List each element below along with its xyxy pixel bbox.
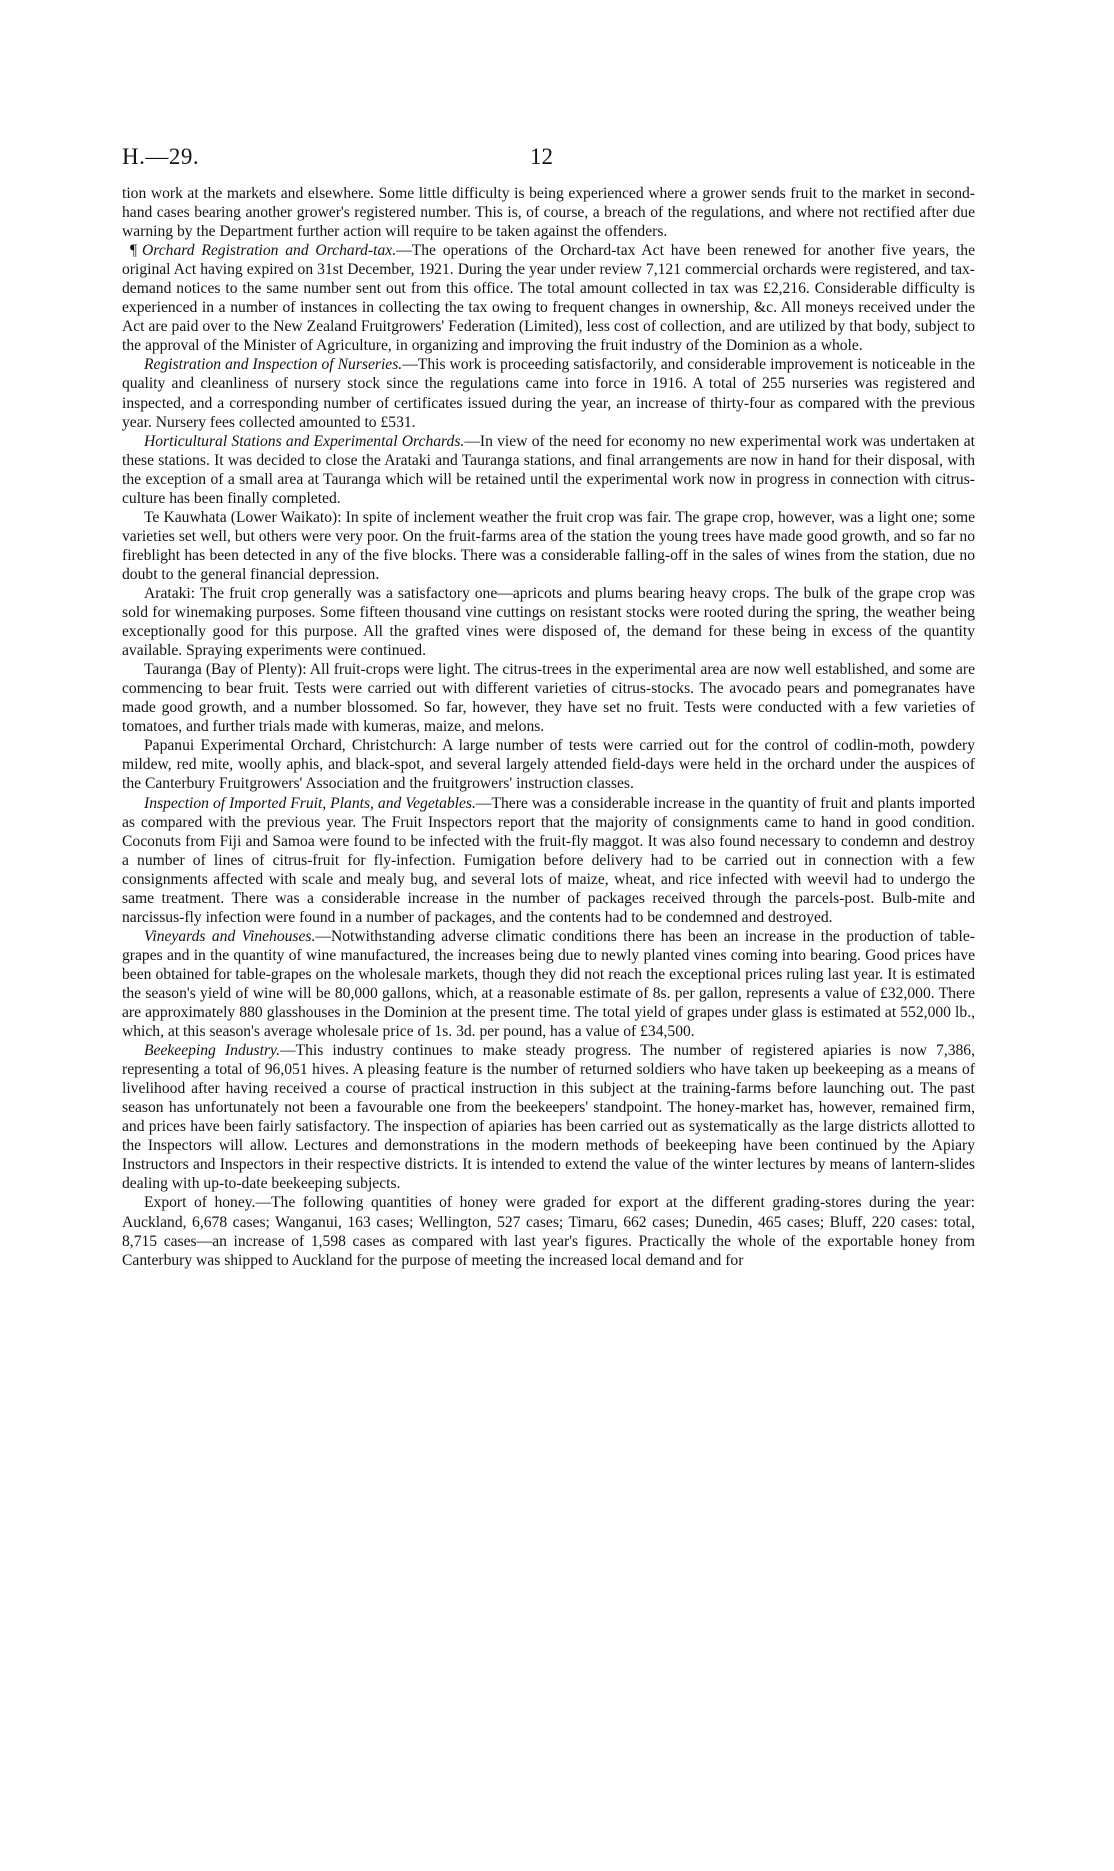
paragraph-horticultural-stations (122, 432, 975, 508)
paragraph-te-kauwhata (122, 508, 975, 584)
paragraph-export-of-honey (122, 1193, 975, 1269)
pilcrow-mark: ¶ (130, 242, 138, 260)
paragraph-text: Arataki: The fruit crop generally was a satisfactory one—apricots and plums bearing heavy crops. The bulk of the grape crop was sold for winemaking purposes. Some fifteen thousand vine cuttings on resistant stocks were rooted during the spring, the weather being exceptionally good for this purpose. All the grafted vines were disposed of, the demand for these being in excess of the quantity available. Spraying experiments were continued. (122, 584, 975, 660)
paragraph-arataki (122, 584, 975, 660)
page-reference: H.—29. (122, 144, 200, 169)
paragraph-orchard-registration (122, 241, 975, 355)
paragraph-heading: Registration and Inspection of Nurseries. (144, 356, 403, 374)
paragraph-heading: Vineyards and Vinehouses. (144, 927, 316, 945)
paragraph-heading: Horticultural Stations and Experimental Orchards. (144, 432, 465, 450)
paragraph-beekeeping (122, 1041, 975, 1193)
paragraph-heading: Beekeeping Industry. (144, 1042, 280, 1060)
paragraph-text: —The operations of the Orchard-tax Act have been renewed for another five years, the original Act having expired on 31st December, 1921. During the year under review 7,121 commercial orchards were registered, and tax-demand notices to the same number sent out from this office. The total amount collected in tax was £2,216. Considerable difficulty is experienced in a number of instances in collecting the tax owing to frequent changes in ownership, &c. All moneys received under the Act are paid over to the New Zealand Fruitgrowers' Federation (Limited), less cost of collection, and are utilized by that body, subject to the approval of the Minister of Agriculture, in organizing and improving the fruit industry of the Dominion as a whole. (122, 242, 975, 355)
paragraph-text: tion work at the markets and elsewhere. Some little difficulty is being experienced where a grower sends fruit to the market in second-hand cases bearing another grower's registered number. This is, of course, a breach of the regulations, and where not rectified after due warning by the Department further action will require to be taken against the offenders. (122, 185, 975, 241)
paragraph-vineyards (122, 927, 975, 1041)
paragraph-nurseries (122, 355, 975, 431)
paragraph-text: —This work is proceeding satisfactorily, and considerable improvement is noticeable in the quality and cleanliness of nursery stock since the regulations came into force in 1916. A total of 255 nurseries was registered and inspected, and a corresponding number of certificates issued during the year, an increase of thirty-four as compared with the previous year. Nursery fees collected amounted to £531. (122, 356, 975, 431)
paragraph-papanui (122, 736, 975, 793)
paragraph-text: —There was a considerable increase in the quantity of fruit and plants imported as compared with the previous year. The Fruit Inspectors report that the majority of consignments came to hand in good condition. Coconuts from Fiji and Samoa were found to be infected with the fruit-fly maggot. It was also found necessary to condemn and destroy a number of lines of citrus-fruit for fly-infection. Fumigation before delivery had to be carried out in connection with a few consignments affected with scale and mealy bug, and several lots of maize, wheat, and rice infected with weevil had to undergo the same treatment. There was a considerable increase in the number of packages received through the parcels-post. Bulb-mite and narcissus-fly infection were found in a number of packages, and the contents had to be condemned and destroyed. (122, 794, 975, 926)
paragraph-continuation (122, 184, 975, 241)
page-header (122, 144, 975, 184)
document-page (122, 144, 975, 1270)
paragraph-imported-fruit (122, 794, 975, 927)
body-text (122, 184, 975, 1270)
paragraph-heading: Orchard Registration and Orchard-tax. (142, 242, 397, 260)
paragraph-tauranga (122, 660, 975, 736)
paragraph-text: —Notwithstanding adverse climatic conditions there has been an increase in the production of table-grapes and in the quantity of wine manufactured, the increases being due to newly planted vines coming into bearing. Good prices have been obtained for table-grapes on the wholesale markets, though they did not reach the exceptional prices ruling last year. It is estimated the season's yield of wine will be 80,000 gallons, which, at a reasonable estimate of 8s. per gallon, represents a value of £32,000. There are approximately 880 glasshouses in the Dominion at the present time. The total yield of grapes under glass is estimated at 552,000 lb., which, at this season's average wholesale price of 1s. 3d. per pound, has a value of £34,500. (122, 927, 975, 1041)
paragraph-heading: Inspection of Imported Fruit, Plants, and Vegetables. (144, 794, 476, 812)
paragraph-text: Export of honey.—The following quantities of honey were graded for export at the different grading-stores during the year: Auckland, 6,678 cases; Wanganui, 163 cases; Wellington, 527 cases; Timaru, 662 cases; Dunedin, 465 cases; Bluff, 220 cases: total, 8,715 cases—an increase of 1,598 cases as compared with last year's figures. Practically the whole of the exportable honey from Canterbury was shipped to Auckland for the purpose of meeting the increased local demand and for (122, 1194, 975, 1269)
paragraph-text: —In view of the need for economy no new experimental work was undertaken at these stations. It was decided to close the Arataki and Tauranga stations, and final arrangements are now in hand for their disposal, with the exception of a small area at Tauranga which will be retained until the experimental work now in progress in connection with citrus-culture has been finally completed. (122, 432, 975, 507)
paragraph-text: Papanui Experimental Orchard, Christchurch: A large number of tests were carried out for the control of codlin-moth, powdery mildew, red mite, woolly aphis, and black-spot, and several largely attended field-days were held in the orchard under the auspices of the Canterbury Fruitgrowers' Association and the fruitgrowers' instruction classes. (122, 737, 975, 793)
paragraph-text: Te Kauwhata (Lower Waikato): In spite of inclement weather the fruit crop was fair. The grape crop, however, was a light one; some varieties set well, but others were very poor. On the fruit-farms area of the station the young trees have made good growth, and so far no fireblight has been detected in any of the five blocks. There was a considerable falling-off in the sales of wines from the station, due no doubt to the general financial depression. (122, 508, 975, 583)
paragraph-text: Tauranga (Bay of Plenty): All fruit-crops were light. The citrus-trees in the experimental area are now well established, and some are commencing to bear fruit. Tests were carried out with different varieties of citrus-stocks. The avocado pears and pomegranates have made good growth, and a number blossomed. So far, however, they have set no fruit. Tests were conducted with a few varieties of tomatoes, and further trials made with kumeras, maize, and melons. (122, 661, 975, 736)
page-number: 12 (530, 144, 553, 169)
paragraph-text: —This industry continues to make steady progress. The number of registered apiaries is now 7,386, representing a total of 96,051 hives. A pleasing feature is the number of returned soldiers who have taken up beekeeping as a means of livelihood after having received a course of practical instruction in this subject at the training-farms before launching out. The past season has unfortunately not been a favourable one from the beekeepers' standpoint. The honey-market has, however, remained firm, and prices have been fairly satisfactory. The inspection of apiaries has been carried out as systematically as the large districts allotted to the Inspectors will allow. Lectures and demonstrations in the modern methods of beekeeping have been continued by the Apiary Instructors and Inspectors in their respective districts. It is intended to extend the value of the winter lectures by means of lantern-slides dealing with up-to-date beekeeping subjects. (122, 1042, 976, 1193)
